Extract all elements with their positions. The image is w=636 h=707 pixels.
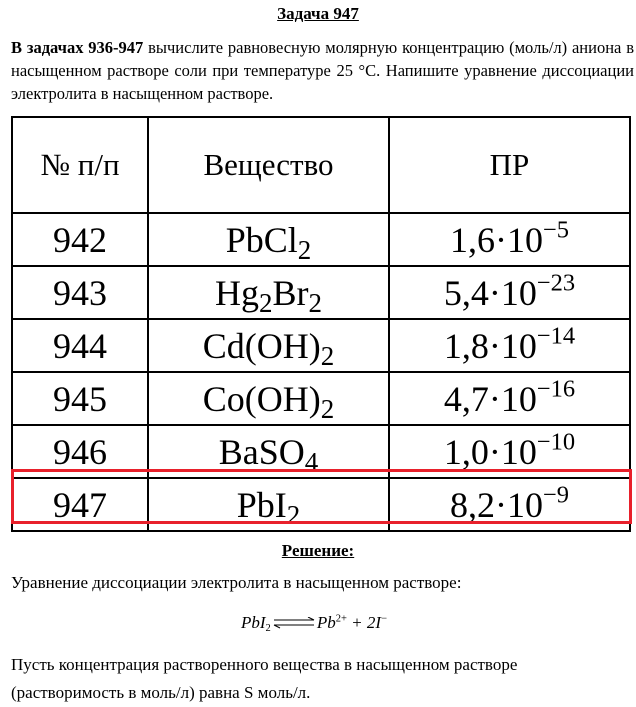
dissociation-label: Уравнение диссоциации электролита в насыщенном растворе: bbox=[11, 573, 462, 592]
equilibrium-arrow-icon bbox=[272, 614, 316, 634]
table-row bbox=[12, 319, 630, 372]
table-row bbox=[12, 425, 630, 478]
header-solubility-product: ПР bbox=[389, 117, 630, 213]
problem-range: В задачах 936-947 bbox=[11, 38, 144, 57]
row-solubility-product: $8,2\cdot 10^{-9}$ bbox=[389, 478, 630, 531]
problem-text: вычислите равновесную молярную концентрацию (моль/л) аниона в насыщенном растворе соли при температуре 25 °С. Напишите уравнение диссоциации электролита в насыщенном растворе. bbox=[11, 38, 634, 103]
dissociation-equation: PbI$_2$ $Pb^{2+} + 2I^-$ bbox=[241, 613, 388, 635]
table-header-row bbox=[12, 117, 630, 213]
row-number: 945 bbox=[12, 372, 148, 425]
row-number: 947 bbox=[12, 478, 148, 531]
row-solubility-product: $1,6\cdot 10^{-5}$ bbox=[389, 213, 630, 266]
problem-statement bbox=[11, 36, 634, 105]
solution-title: Решение: bbox=[281, 541, 355, 560]
row-solubility-product: $4,7\cdot 10^{-16}$ bbox=[389, 372, 630, 425]
row-substance: PbCl$_2$ bbox=[148, 213, 389, 266]
header-substance: Вещество bbox=[148, 117, 389, 213]
row-number: 943 bbox=[12, 266, 148, 319]
table-row bbox=[12, 213, 630, 266]
row-solubility-product: $1,0\cdot 10^{-10}$ bbox=[389, 425, 630, 478]
table-row bbox=[12, 266, 630, 319]
row-substance: $Hg_2Br_2$ bbox=[148, 266, 389, 319]
row-substance: BaSO$_4$ bbox=[148, 425, 389, 478]
table-row-highlighted bbox=[12, 478, 630, 531]
row-substance: $Co(OH)_2$ bbox=[148, 372, 389, 425]
row-solubility-product: $5,4\cdot 10^{-23}$ bbox=[389, 266, 630, 319]
row-substance: $Cd(OH)_2$ bbox=[148, 319, 389, 372]
solubility-paragraph: Пусть концентрация растворенного вещества в насыщенном растворе (растворимость в моль/л) равна S моль/л. bbox=[11, 655, 518, 702]
problem-title: Задача 947 bbox=[277, 4, 359, 23]
row-solubility-product: $1,8\cdot 10^{-14}$ bbox=[389, 319, 630, 372]
row-number: 944 bbox=[12, 319, 148, 372]
header-number: № п/п bbox=[12, 117, 148, 213]
row-substance: PbI$_2$ bbox=[148, 478, 389, 531]
row-number: 946 bbox=[12, 425, 148, 478]
table-row bbox=[12, 372, 630, 425]
row-number: 942 bbox=[12, 213, 148, 266]
data-table bbox=[11, 116, 631, 532]
